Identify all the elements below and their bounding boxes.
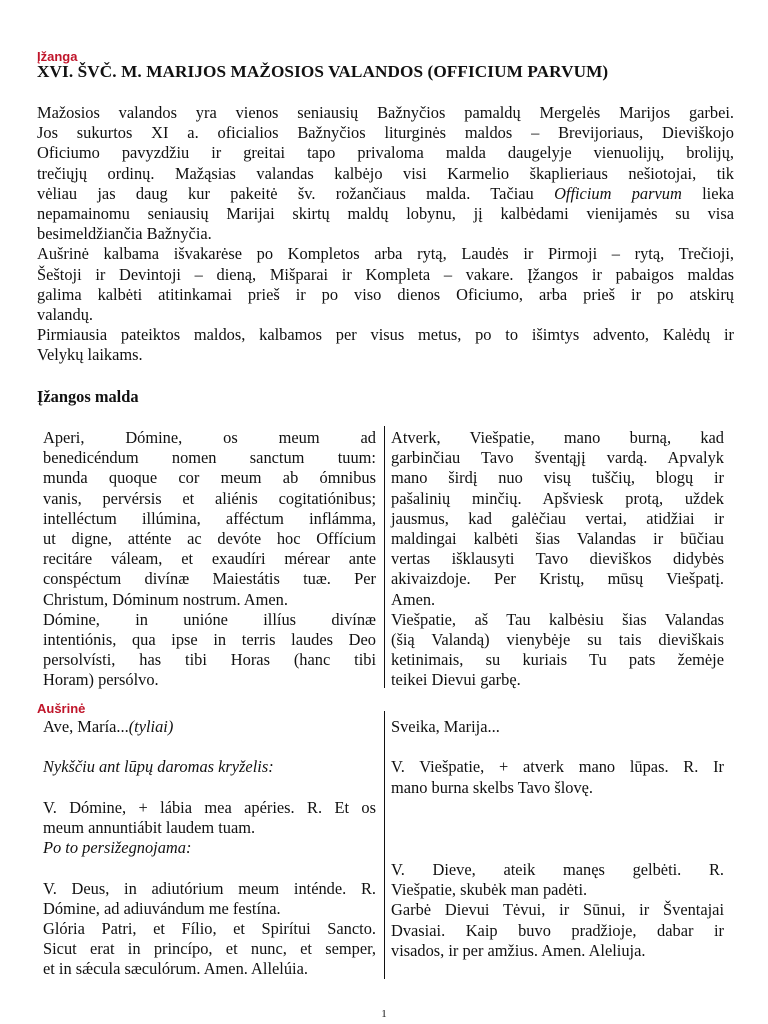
spacer <box>391 737 724 757</box>
line: jausmus, kad galėčiau vertai, atidžiai ir <box>391 508 724 528</box>
line: Dómine, ad adiuvándum me festína. <box>43 898 281 918</box>
document-title: XVI. ŠVČ. M. MARIJOS MAŽOSIOS VALANDOS (OFFICIUM PARVUM) <box>37 62 609 81</box>
dawn-lithuanian-2 <box>391 860 724 961</box>
line: maldingai kalbėti šias Valandas ir būčiau <box>391 529 724 549</box>
line: conspéctum divínæ Maiestátis tuæ. Per <box>43 569 376 589</box>
line: recitáre váleam, et exaudíri mérear ante <box>43 549 376 569</box>
ave-latin: Ave, María... <box>43 717 129 736</box>
section-tag-ausrine: Aušrinė <box>37 701 86 716</box>
line: meum annuntiábit laudem tuam. <box>43 817 256 837</box>
rubric-sign: Po to persižegnojama: <box>43 838 192 858</box>
line: galima kalbėti atitinkamai prieš ir po viso dienos Oficiumo, arba prieš ir po atskirų <box>37 284 734 304</box>
line: trečiųjų ordinų. Mažąsias valandas kalbėjo visi Karmelio škaplieriaus nešiotojai, tik <box>37 163 734 183</box>
rubric-cross: Nykščiu ant lūpų daromas kryželis: <box>43 757 274 777</box>
line: V. Deus, in adiutórium meum inténde. R. <box>43 878 376 898</box>
line: Aušrinė kalbama išvakarėse po Kompletos arba rytą, Laudės ir Pirmoji – rytą, Trečioji, <box>37 244 734 264</box>
line: intelléctum illúmina, afféctum inflámma, <box>43 508 376 528</box>
line: Šeštoji ir Devintoji – dieną, Mišparai ir Kompleta – vakare. Įžangos ir pabaigos maldas <box>37 264 734 284</box>
column-divider <box>384 426 385 688</box>
line: V. Dieve, ateik manęs gelbėti. R. <box>391 860 724 879</box>
page-number: 1 <box>381 1008 387 1020</box>
line: Oficiumo pavyzdžiu ir greitai tapo privaloma malda daugelyje vienuolijų, brolijų, <box>37 143 734 163</box>
line: et in sǽcula sæculórum. Amen. Allelúia. <box>43 959 308 979</box>
line: Sveika, Marija... <box>391 717 500 736</box>
line: teikei Dievui garbę. <box>391 670 521 690</box>
text: vėliau jas daug kur pakeitė šv. rožančiaus malda. Tačiau <box>37 183 555 203</box>
opening-prayer-latin <box>43 428 376 691</box>
line: Pirmiausia pateiktos maldos, kalbamos per visus metus, po to išimtys advento, Kalėdų ir <box>37 325 734 345</box>
line: akivaizdoje. Per Kristų, mūsų Viešpatį. <box>391 569 724 589</box>
dawn-lithuanian <box>391 717 724 798</box>
line: visados, ir per amžius. Amen. Aleliuja. <box>391 940 646 960</box>
line: Glória Patri, et Fílio, et Spirítui Sancto. <box>43 918 376 938</box>
line: valandų. <box>37 305 93 325</box>
intro-paragraph-1 <box>37 103 734 244</box>
line: Christum, Dóminum nostrum. Amen. <box>43 589 288 609</box>
line <box>37 184 734 204</box>
spacer <box>43 858 376 878</box>
dawn-latin <box>43 717 376 980</box>
line: Dómine, in unióne illíus divínæ <box>43 609 376 629</box>
line: V. Viešpatie, + atverk mano lūpas. R. Ir <box>391 757 724 777</box>
line: munda quoque cor meum ab ómnibus <box>43 468 376 488</box>
text: lieka <box>681 183 734 203</box>
line: Sicut erat in princípo, et nunc, et semper, <box>43 939 376 959</box>
line: Garbė Dievui Tėvui, ir Sūnui, ir Šventajai <box>391 900 724 920</box>
line: Aperi, Dómine, os meum ad <box>43 428 376 447</box>
line: benedicéndum nomen sanctum tuum: <box>43 448 376 468</box>
line: Viešpatie, skubėk man padėti. <box>391 880 588 900</box>
line <box>43 717 376 737</box>
opening-prayer-lithuanian <box>391 428 724 691</box>
line: Viešpatie, aš Tau kalbėsiu šias Valandas <box>391 609 724 629</box>
line: mano širdį nuo visų tuščių, blogų ir <box>391 468 724 488</box>
line: (šią Valandą) vienybėje su tais dieviškais <box>391 630 724 650</box>
line: V. Dómine, + lábia mea apéries. R. Et os <box>43 797 376 817</box>
line: besimeldžiančia Bažnyčia. <box>37 224 212 244</box>
line: persolvísti, has tibi Horas (hanc tibi <box>43 650 376 670</box>
line: nepamainomu seniausių Marijai skirtų maldų lobynu, jį kalbėdami vienijamės su visa <box>37 204 734 224</box>
line: Velykų laikams. <box>37 345 143 365</box>
line: pašalinių minčių. Apšviesk protą, uždek <box>391 488 724 508</box>
line: Dvasiai. Kaip buvo pradžioje, dabar ir <box>391 920 724 940</box>
line: vanis, pervérsis et aliénis cogitatiónibus; <box>43 488 376 508</box>
line: Jos sukurtos XI a. oficialios Bažnyčios liturginės maldos – Brevijoriaus, Dieviškojo <box>37 123 734 143</box>
section-tag-izanga: Įžanga <box>37 49 78 64</box>
line: Amen. <box>391 589 436 609</box>
rubric-silent: (tyliai) <box>128 717 174 736</box>
line: garbinčiau Tavo šventąjį vardą. Apvalyk <box>391 448 724 468</box>
opening-prayer-heading: Įžangos malda <box>37 387 139 406</box>
intro-paragraph-3 <box>37 325 734 365</box>
line: vertas išklausyti Tavo dieviškos didybės <box>391 549 724 569</box>
intro-paragraph-2 <box>37 244 734 325</box>
line: Atverk, Viešpatie, mano burną, kad <box>391 428 724 447</box>
line: mano burna skelbs Tavo šlovę. <box>391 777 594 797</box>
italic-title: Officium parvum <box>554 183 682 203</box>
line: intentiónis, qua ipse in terris laudes Deo <box>43 630 376 650</box>
spacer <box>43 737 376 757</box>
column-divider <box>384 711 385 979</box>
line: Mažosios valandos yra vienos seniausių Bažnyčios pamaldų Mergelės Marijos garbei. <box>37 103 734 122</box>
line: ut digne, atténte ac devóte hoc Offícium <box>43 529 376 549</box>
intro-text <box>37 103 734 366</box>
line: ketinimais, su kuriais Tu pats žemėje <box>391 650 724 670</box>
line: Horam) persólvo. <box>43 670 159 690</box>
spacer <box>43 778 376 798</box>
